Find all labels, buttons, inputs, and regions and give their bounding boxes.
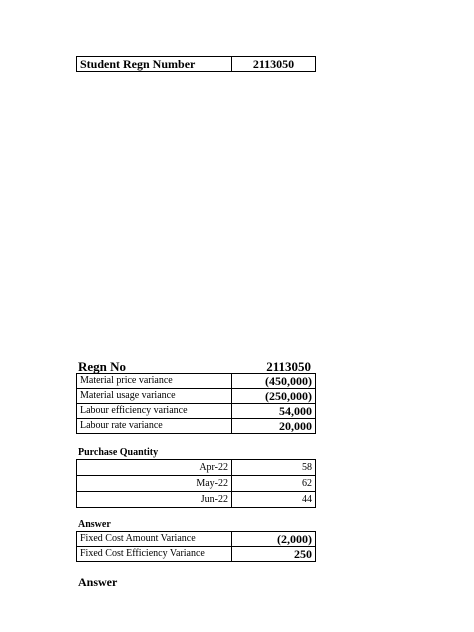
purchase-quantity-title: Purchase Quantity [78,447,159,458]
table-row [77,532,316,547]
answer-title-2: Answer [78,575,118,589]
variance-label: Labour efficiency variance [77,404,232,419]
table-row [77,547,316,562]
qty-cell: 58 [232,460,316,476]
variance-value: (250,000) [232,389,316,404]
variance-label: Material usage variance [77,389,232,404]
table-row [77,57,316,72]
answer-title: Answer [78,519,111,530]
table-row [77,389,316,404]
month-cell: Jun-22 [77,492,232,508]
table-row [77,374,316,389]
variance-value: 54,000 [232,404,316,419]
table-row [77,492,316,508]
variance-label: Labour rate variance [77,419,232,434]
answer-value: 250 [232,547,316,562]
table-row [77,419,316,434]
variance-value: 20,000 [232,419,316,434]
qty-cell: 62 [232,476,316,492]
answer-table [76,531,316,562]
answer-label: Fixed Cost Amount Variance [77,532,232,547]
regn-no-label: Regn No [78,359,127,374]
month-cell: Apr-22 [77,460,232,476]
variance-table [76,373,316,434]
variance-label: Material price variance [77,374,232,389]
student-regn-label: Student Regn Number [77,57,232,72]
answer-value: (2,000) [232,532,316,547]
student-regn-value: 2113050 [232,57,316,72]
variance-value: (450,000) [232,374,316,389]
purchase-quantity-table [76,459,316,508]
month-cell: May-22 [77,476,232,492]
regn-no-value: 2113050 [266,359,311,374]
student-regn-table [76,56,316,72]
table-row [77,476,316,492]
table-row [77,404,316,419]
qty-cell: 44 [232,492,316,508]
answer-label: Fixed Cost Efficiency Variance [77,547,232,562]
table-row [77,460,316,476]
